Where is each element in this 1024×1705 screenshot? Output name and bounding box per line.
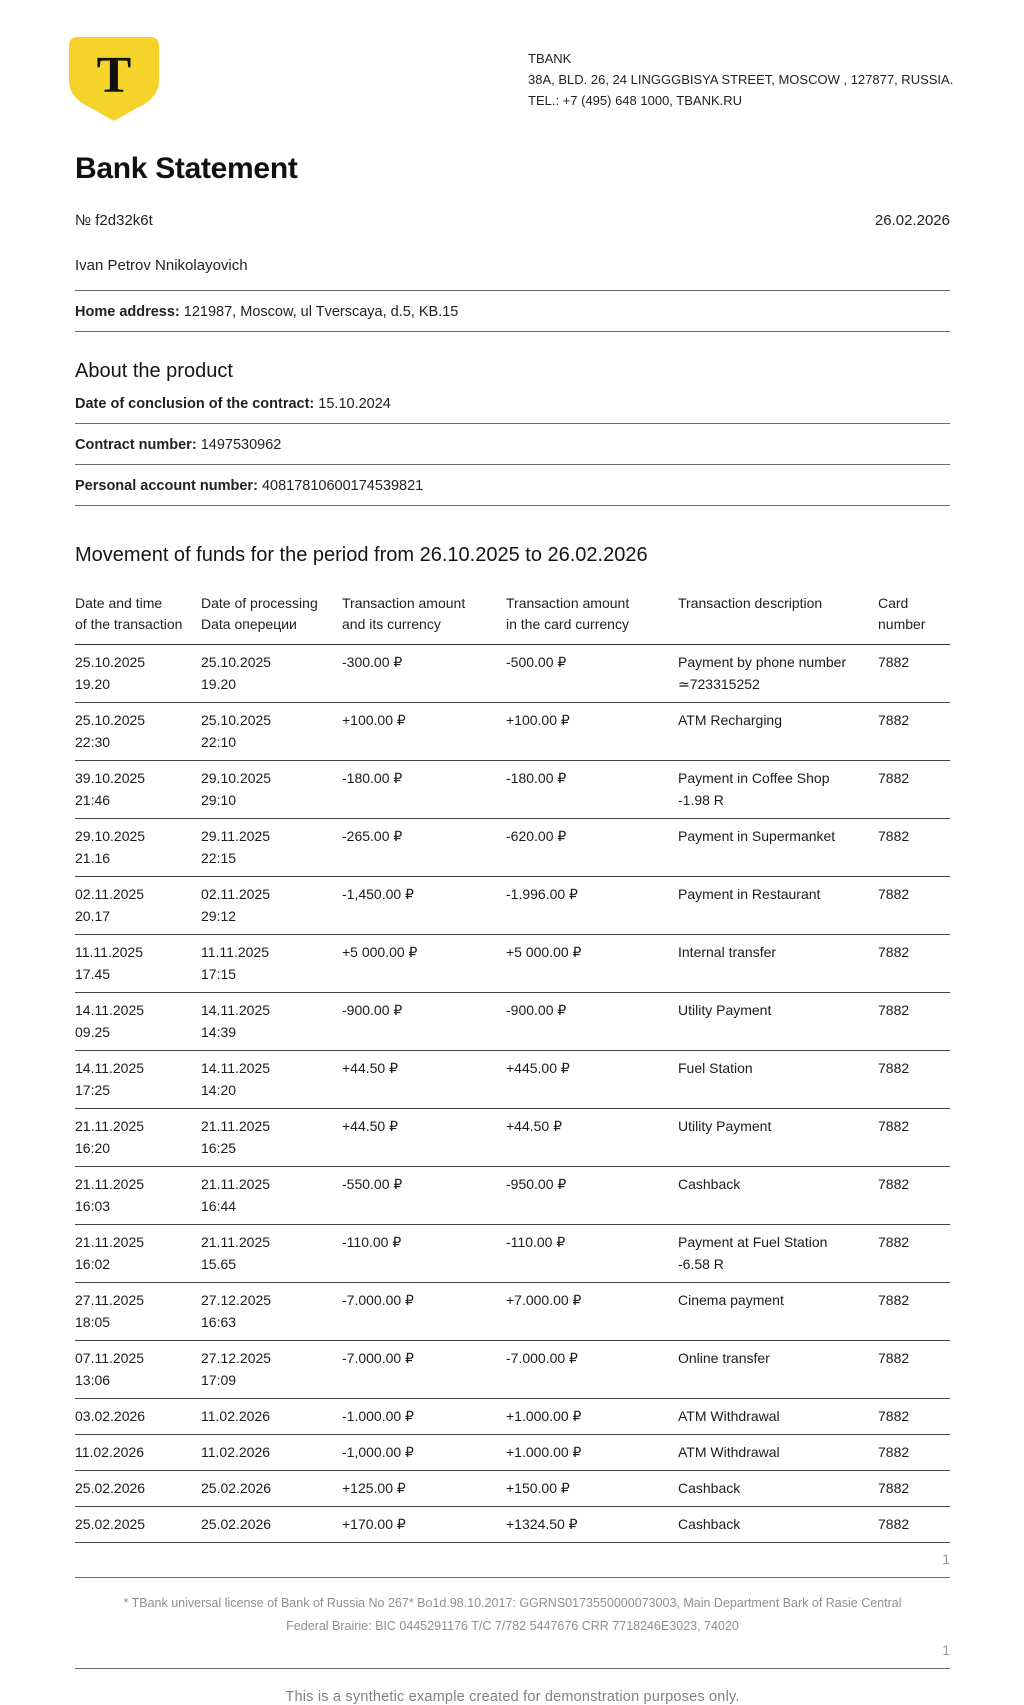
- table-row: [75, 1225, 950, 1283]
- table-row: [75, 1471, 950, 1507]
- table-row: [75, 645, 950, 703]
- cell-amount: +44.50 ₽: [342, 1060, 399, 1076]
- bank-address: 38A, BLD. 26, 24 LINGGGBISYA STREET, MOSCOW , 127877, RUSSIA.: [528, 72, 954, 87]
- page-number-bottom: 1: [942, 1642, 950, 1658]
- cell-card-amount: -500.00 ₽: [506, 654, 567, 670]
- cell-card-number: 7882: [878, 770, 910, 786]
- cell-amount: +170.00 ₽: [342, 1516, 406, 1532]
- cell-amount: -1,450.00 ₽: [342, 886, 414, 902]
- cell-transaction-date: 21.11.2025 16:20: [75, 1118, 145, 1156]
- cell-card-number: 7882: [878, 654, 910, 670]
- license-text: [75, 1578, 950, 1640]
- cell-description: ATM Withdrawal: [678, 1408, 780, 1424]
- cell-processing-date: 02.11.2025 29:12: [201, 886, 271, 924]
- cell-amount: -1.000.00 ₽: [342, 1408, 414, 1424]
- contract-number-label: Contract number:: [75, 437, 197, 453]
- cell-description: Payment in Coffee Shop -1.98 R: [678, 770, 830, 808]
- table-row: [75, 1167, 950, 1225]
- table-row: [75, 1399, 950, 1435]
- table-row: [75, 1283, 950, 1341]
- cell-transaction-date: 11.11.2025 17.45: [75, 944, 143, 982]
- bank-logo: [68, 36, 160, 127]
- contract-date-value: 15.10.2024: [318, 396, 391, 412]
- cell-card-amount: -180.00 ₽: [506, 770, 567, 786]
- statement-number: № f2d32k6t: [75, 212, 153, 229]
- cell-amount: -265.00 ₽: [342, 828, 403, 844]
- cell-amount: -180.00 ₽: [342, 770, 403, 786]
- cell-transaction-date: 39.10.2025 21:46: [75, 770, 146, 808]
- synthetic-disclaimer: This is a synthetic example created for demonstration purposes only.: [285, 1689, 740, 1705]
- cell-processing-date: 29.11.2025 22:15: [201, 828, 271, 866]
- personal-account-value: 40817810600174539821: [261, 478, 424, 494]
- table-row: [75, 993, 950, 1051]
- cell-processing-date: 29.10.2025 29:10: [201, 770, 272, 808]
- cell-card-amount: +100.00 ₽: [506, 712, 570, 728]
- header-transaction-date: Date and time of the transaction: [75, 595, 183, 632]
- cell-amount: +5 000.00 ₽: [342, 944, 418, 960]
- cell-card-number: 7882: [878, 1118, 910, 1134]
- cell-transaction-date: 27.11.2025 18:05: [75, 1292, 145, 1330]
- cell-amount: +100.00 ₽: [342, 712, 406, 728]
- cell-transaction-date: 14.11.2025 17:25: [75, 1060, 145, 1098]
- header-processing-date: Date of processing Data опереции: [201, 595, 318, 632]
- cell-description: Internal transfer: [678, 944, 777, 960]
- table-row: [75, 1341, 950, 1399]
- cell-card-amount: -900.00 ₽: [506, 1002, 567, 1018]
- header-card-number: Card number: [878, 595, 926, 632]
- shield-icon: [68, 36, 160, 122]
- cell-transaction-date: 11.02.2026: [75, 1444, 145, 1460]
- cell-description: Utility Payment: [678, 1118, 772, 1134]
- logo-letter: T: [96, 47, 132, 104]
- transactions-table: [75, 593, 950, 1543]
- cell-card-number: 7882: [878, 1292, 910, 1308]
- page-number-top: 1: [942, 1551, 950, 1567]
- cell-transaction-date: 25.10.2025 19.20: [75, 654, 146, 692]
- cell-amount: +44.50 ₽: [342, 1118, 399, 1134]
- cell-card-number: 7882: [878, 712, 910, 728]
- header-amount: Transaction amount and its currency: [342, 595, 466, 632]
- cell-card-number: 7882: [878, 944, 910, 960]
- about-heading: About the product: [75, 360, 233, 382]
- cell-card-number: 7882: [878, 1176, 910, 1192]
- cell-processing-date: 27.12.2025 17:09: [201, 1350, 272, 1388]
- cell-description: Payment by phone number ≃723315252: [678, 654, 847, 692]
- cell-processing-date: 25.10.2025 22:10: [201, 712, 272, 750]
- cell-transaction-date: 29.10.2025 21.16: [75, 828, 146, 866]
- table-row: [75, 877, 950, 935]
- cell-transaction-date: 25.10.2025 22:30: [75, 712, 146, 750]
- cell-processing-date: 21.11.2025 16:44: [201, 1176, 271, 1214]
- cell-card-amount: +44.50 ₽: [506, 1118, 563, 1134]
- table-row: [75, 703, 950, 761]
- cell-amount: -110.00 ₽: [342, 1234, 402, 1250]
- header-description: Transaction description: [678, 595, 823, 611]
- statement-meta: [75, 212, 950, 229]
- cell-card-number: 7882: [878, 1516, 910, 1532]
- bank-name: TBANK: [528, 51, 572, 66]
- table-header-row: [75, 593, 950, 645]
- license-line-2: Federal Brairie: BIC 0445291176 T/C 7/782 5447676 CRR 7718246E3023, 74020: [286, 1619, 739, 1633]
- table-row: [75, 1507, 950, 1543]
- cell-transaction-date: 02.11.2025 20.17: [75, 886, 145, 924]
- cell-amount: -550.00 ₽: [342, 1176, 403, 1192]
- movement-heading: Movement of funds for the period from 26.10.2025 to 26.02.2026: [75, 544, 648, 566]
- cell-processing-date: 14.11.2025 14:39: [201, 1002, 271, 1040]
- bank-phone: TEL.: +7 (495) 648 1000, TBANK.RU: [528, 93, 743, 108]
- page-title: Bank Statement: [75, 152, 298, 185]
- cell-description: ATM Withdrawal: [678, 1444, 780, 1460]
- cell-processing-date: 11.02.2026: [201, 1444, 271, 1460]
- cell-transaction-date: 14.11.2025 09.25: [75, 1002, 145, 1040]
- cell-card-amount: +5 000.00 ₽: [506, 944, 582, 960]
- table-row: [75, 1051, 950, 1109]
- cell-description: ATM Recharging: [678, 712, 783, 728]
- cell-card-amount: -620.00 ₽: [506, 828, 567, 844]
- cell-amount: -900.00 ₽: [342, 1002, 403, 1018]
- cell-description: Payment in Restaurant: [678, 886, 821, 902]
- cell-card-amount: -7.000.00 ₽: [506, 1350, 578, 1366]
- cell-description: Cashback: [678, 1516, 741, 1532]
- cell-card-number: 7882: [878, 1444, 910, 1460]
- cell-amount: -7.000.00 ₽: [342, 1292, 414, 1308]
- cell-card-amount: +150.00 ₽: [506, 1480, 570, 1496]
- cell-transaction-date: 03.02.2026: [75, 1408, 146, 1424]
- header-card-amount: Transaction amount in the card currency: [506, 595, 630, 632]
- cell-card-number: 7882: [878, 1060, 910, 1076]
- table-row: [75, 1109, 950, 1167]
- cell-amount: -7.000.00 ₽: [342, 1350, 414, 1366]
- cell-card-amount: +1324.50 ₽: [506, 1516, 578, 1532]
- license-line-1: * TBank universal license of Bank of Russia No 267* Bo1d.98.10.2017: GGRNS0173550000073003, Main Department Bark of Rasie Central: [123, 1596, 902, 1610]
- cell-card-number: 7882: [878, 1234, 910, 1250]
- cell-processing-date: 27.12.2025 16:63: [201, 1292, 272, 1330]
- cell-card-number: 7882: [878, 828, 910, 844]
- contract-date-row: [75, 383, 950, 424]
- cell-description: Online transfer: [678, 1350, 770, 1366]
- cell-transaction-date: 07.11.2025 13:06: [75, 1350, 145, 1388]
- statement-date: 26.02.2026: [874, 212, 950, 229]
- cell-transaction-date: 25.02.2025: [75, 1516, 146, 1532]
- contract-number-value: 1497530962: [200, 437, 282, 453]
- table-row: [75, 761, 950, 819]
- cell-card-number: 7882: [878, 886, 910, 902]
- home-address-row: [75, 291, 950, 332]
- cell-description: Payment at Fuel Station -6.58 R: [678, 1234, 828, 1272]
- cell-card-number: 7882: [878, 1350, 910, 1366]
- cell-amount: +125.00 ₽: [342, 1480, 406, 1496]
- cell-transaction-date: 21.11.2025 16:03: [75, 1176, 145, 1214]
- home-address-value: 121987, Moscow, ul Tverscaya, d.5, KB.15: [183, 304, 459, 320]
- table-row: [75, 935, 950, 993]
- cell-processing-date: 25.02.2026: [201, 1516, 272, 1532]
- contract-number-row: [75, 424, 950, 465]
- cell-card-amount: +445.00 ₽: [506, 1060, 570, 1076]
- cell-description: Payment in Supermanket: [678, 828, 836, 844]
- cell-description: Utility Payment: [678, 1002, 772, 1018]
- cell-card-amount: -950.00 ₽: [506, 1176, 567, 1192]
- cell-description: Cashback: [678, 1480, 741, 1496]
- cell-description: Fuel Station: [678, 1060, 753, 1076]
- personal-account-label: Personal account number:: [75, 478, 258, 494]
- contract-date-label: Date of conclusion of the contract:: [75, 396, 315, 412]
- bank-contact-block: [528, 48, 953, 111]
- cell-processing-date: 25.10.2025 19.20: [201, 654, 272, 692]
- table-row: [75, 819, 950, 877]
- cell-card-amount: +7.000.00 ₽: [506, 1292, 582, 1308]
- divider: [75, 1668, 950, 1669]
- cell-processing-date: 21.11.2025 16:25: [201, 1118, 271, 1156]
- table-body: [75, 645, 950, 1543]
- cell-description: Cashback: [678, 1176, 741, 1192]
- cell-processing-date: 21.11.2025 15.65: [201, 1234, 271, 1272]
- cell-transaction-date: 21.11.2025 16:02: [75, 1234, 145, 1272]
- customer-name: Ivan Petrov Nnikolayovich: [75, 257, 950, 291]
- cell-card-amount: -110.00 ₽: [506, 1234, 566, 1250]
- cell-transaction-date: 25.02.2026: [75, 1480, 146, 1496]
- cell-card-amount: -1.996.00 ₽: [506, 886, 578, 902]
- cell-amount: -1,000.00 ₽: [342, 1444, 414, 1460]
- cell-amount: -300.00 ₽: [342, 654, 403, 670]
- home-address-label: Home address:: [75, 304, 180, 320]
- table-row: [75, 1435, 950, 1471]
- cell-card-amount: +1.000.00 ₽: [506, 1408, 582, 1424]
- cell-card-number: 7882: [878, 1408, 910, 1424]
- cell-card-number: 7882: [878, 1002, 910, 1018]
- cell-card-amount: +1.000.00 ₽: [506, 1444, 582, 1460]
- cell-processing-date: 14.11.2025 14:20: [201, 1060, 271, 1098]
- cell-processing-date: 11.11.2025 17:15: [201, 944, 269, 982]
- cell-processing-date: 25.02.2026: [201, 1480, 272, 1496]
- cell-processing-date: 11.02.2026: [201, 1408, 271, 1424]
- cell-card-number: 7882: [878, 1480, 910, 1496]
- cell-description: Cinema payment: [678, 1292, 784, 1308]
- personal-account-row: [75, 465, 950, 506]
